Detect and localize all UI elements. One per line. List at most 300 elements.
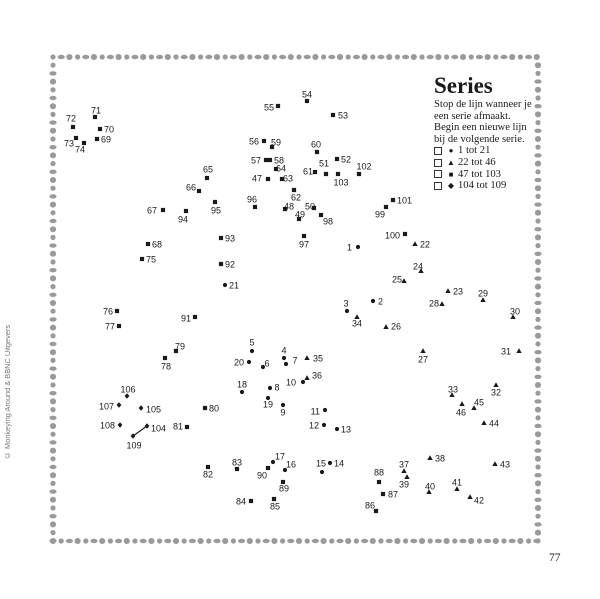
- border-dot: [419, 54, 424, 59]
- puzzle-point-32[interactable]: [491, 382, 501, 397]
- point-number-label: 43: [500, 459, 511, 470]
- puzzle-point-28[interactable]: [429, 298, 445, 308]
- square-marker[interactable]: [313, 170, 317, 174]
- border-dot: [312, 539, 319, 543]
- puzzle-point-5[interactable]: [249, 337, 254, 353]
- border-dot: [535, 489, 540, 494]
- square-marker[interactable]: [268, 158, 272, 162]
- border-dot: [75, 538, 81, 544]
- point-number-label: 23: [453, 286, 464, 297]
- puzzle-point-53[interactable]: [331, 110, 348, 120]
- checkbox-icon[interactable]: [434, 147, 442, 155]
- border-dot: [280, 538, 285, 543]
- diamond-marker[interactable]: [117, 402, 122, 408]
- triangle-marker[interactable]: [383, 324, 388, 329]
- square-marker[interactable]: [161, 208, 165, 212]
- puzzle-point-77[interactable]: [105, 321, 121, 331]
- puzzle-point-24[interactable]: [413, 261, 424, 273]
- puzzle-point-25[interactable]: [392, 274, 407, 284]
- border-dot: [526, 538, 531, 543]
- point-number-label: 96: [246, 194, 258, 205]
- checkbox-icon[interactable]: [434, 159, 442, 167]
- square-marker[interactable]: [74, 136, 78, 140]
- border-dot: [189, 539, 196, 543]
- dot-marker[interactable]: [371, 299, 375, 303]
- puzzle-point-99[interactable]: [375, 205, 388, 219]
- border-dot: [535, 391, 540, 396]
- border-dot: [90, 539, 97, 543]
- border-dot: [304, 55, 311, 59]
- puzzle-point-102[interactable]: [356, 161, 371, 176]
- puzzle-point-82[interactable]: [203, 465, 213, 479]
- border-dot: [477, 538, 482, 543]
- puzzle-point-61[interactable]: [303, 166, 317, 176]
- puzzle-point-62[interactable]: [291, 188, 301, 202]
- square-marker[interactable]: [95, 137, 99, 141]
- triangle-marker[interactable]: [459, 401, 464, 406]
- point-number-label: 89: [278, 483, 290, 494]
- border-dot: [535, 357, 541, 363]
- puzzle-point-70[interactable]: [98, 124, 114, 134]
- point-number-label: 32: [490, 387, 502, 398]
- border-dot: [535, 415, 540, 420]
- point-number-label: 69: [101, 134, 112, 145]
- triangle-marker[interactable]: [481, 420, 486, 425]
- puzzle-point-8[interactable]: [268, 382, 280, 392]
- border-dot: [213, 539, 220, 543]
- puzzle-point-108[interactable]: [100, 420, 122, 430]
- triangle-marker[interactable]: [439, 301, 444, 306]
- border-dot: [534, 325, 541, 329]
- border-dot: [50, 407, 55, 412]
- square-marker[interactable]: [266, 177, 270, 181]
- border-dot: [49, 268, 56, 272]
- dot-marker[interactable]: [284, 362, 288, 366]
- puzzle-point-11[interactable]: [311, 406, 327, 416]
- dot-icon: ●: [448, 146, 454, 156]
- puzzle-point-55[interactable]: [264, 102, 280, 112]
- triangle-marker[interactable]: [467, 494, 472, 499]
- puzzle-point-31[interactable]: [501, 346, 522, 356]
- puzzle-point-54[interactable]: [302, 89, 312, 103]
- puzzle-point-85[interactable]: [270, 497, 280, 511]
- puzzle-point-26[interactable]: [383, 321, 401, 331]
- page-title: Series: [434, 73, 493, 98]
- dot-marker[interactable]: [247, 360, 251, 364]
- puzzle-point-101[interactable]: [391, 195, 412, 205]
- point-number-label: 45: [473, 397, 485, 408]
- border-dot: [49, 120, 56, 124]
- point-number-label: 38: [435, 453, 446, 464]
- triangle-marker[interactable]: [304, 355, 309, 360]
- dot-marker[interactable]: [345, 309, 349, 313]
- diamond-marker[interactable]: [139, 405, 144, 411]
- square-marker[interactable]: [219, 236, 223, 240]
- puzzle-point-68[interactable]: [146, 239, 162, 249]
- square-marker[interactable]: [302, 234, 306, 238]
- puzzle-point-33[interactable]: [448, 384, 458, 397]
- square-marker[interactable]: [336, 172, 340, 176]
- puzzle-point-42[interactable]: [467, 494, 484, 505]
- border-dot: [82, 55, 89, 59]
- point-number-label: 14: [334, 458, 345, 469]
- border-dot: [402, 55, 409, 59]
- square-icon: ■: [448, 169, 454, 179]
- puzzle-point-96[interactable]: [247, 194, 257, 209]
- puzzle-point-63[interactable]: [280, 173, 293, 183]
- puzzle-point-4[interactable]: [281, 345, 286, 360]
- border-dot: [517, 538, 523, 544]
- square-marker[interactable]: [253, 205, 257, 209]
- puzzle-point-81[interactable]: [173, 421, 189, 431]
- point-number-label: 106: [120, 384, 136, 395]
- square-marker[interactable]: [403, 232, 407, 236]
- triangle-marker[interactable]: [516, 348, 521, 353]
- square-marker[interactable]: [305, 99, 309, 103]
- legend-item[interactable]: [434, 145, 534, 157]
- border-dot: [468, 538, 474, 544]
- puzzle-point-50[interactable]: [305, 201, 316, 211]
- puzzle-point-19[interactable]: [263, 396, 273, 409]
- border-dot: [279, 55, 286, 59]
- point-number-label: 21: [229, 280, 240, 291]
- border-dot: [534, 227, 541, 231]
- triangle-marker[interactable]: [401, 278, 406, 283]
- puzzle-point-76[interactable]: [103, 306, 119, 316]
- puzzle-point-41[interactable]: [452, 477, 462, 491]
- square-marker[interactable]: [185, 425, 189, 429]
- puzzle-point-88[interactable]: [374, 467, 384, 484]
- puzzle-point-105[interactable]: [139, 404, 161, 414]
- puzzle-point-37[interactable]: [399, 459, 409, 473]
- puzzle-point-22[interactable]: [412, 239, 430, 249]
- square-marker[interactable]: [115, 309, 119, 313]
- square-marker[interactable]: [357, 172, 361, 176]
- border-dot: [50, 87, 55, 92]
- puzzle-point-87[interactable]: [381, 489, 398, 499]
- triangle-marker[interactable]: [493, 382, 498, 387]
- legend-item[interactable]: [434, 180, 534, 192]
- border-dot: [66, 539, 73, 543]
- border-dot: [50, 382, 55, 387]
- puzzle-point-2[interactable]: [371, 296, 383, 306]
- puzzle-point-57[interactable]: [251, 155, 268, 165]
- puzzle-point-60[interactable]: [311, 139, 321, 154]
- square-marker[interactable]: [184, 209, 188, 213]
- puzzle-point-38[interactable]: [427, 453, 445, 463]
- puzzle-point-84[interactable]: [236, 496, 253, 506]
- triangle-marker[interactable]: [404, 474, 409, 479]
- point-number-label: 62: [290, 192, 302, 203]
- dot-marker[interactable]: [322, 423, 326, 427]
- puzzle-point-79[interactable]: [174, 341, 185, 353]
- square-marker[interactable]: [193, 315, 197, 319]
- point-number-label: 92: [225, 259, 236, 270]
- puzzle-point-18[interactable]: [237, 379, 247, 394]
- square-marker[interactable]: [377, 480, 381, 484]
- puzzle-point-67[interactable]: [147, 205, 165, 215]
- puzzle-point-10[interactable]: [286, 377, 305, 387]
- puzzle-point-65[interactable]: [203, 164, 213, 180]
- puzzle-point-44[interactable]: [481, 418, 499, 428]
- border-dot: [49, 194, 56, 198]
- puzzle-point-92[interactable]: [219, 259, 235, 269]
- dot-marker[interactable]: [323, 408, 327, 412]
- square-marker[interactable]: [117, 324, 121, 328]
- border-dot: [485, 54, 491, 60]
- puzzle-point-86[interactable]: [365, 500, 378, 513]
- diamond-marker[interactable]: [118, 422, 123, 428]
- puzzle-point-104[interactable]: [145, 423, 166, 433]
- puzzle-point-20[interactable]: [234, 357, 251, 367]
- puzzle-point-9[interactable]: [280, 403, 285, 417]
- border-dot: [50, 79, 56, 85]
- puzzle-point-72[interactable]: [66, 113, 76, 129]
- point-number-label: 22: [420, 239, 431, 250]
- square-marker[interactable]: [315, 150, 319, 154]
- puzzle-point-66[interactable]: [186, 182, 201, 193]
- border-dot: [132, 538, 137, 543]
- puzzle-point-103[interactable]: [333, 172, 348, 187]
- triangle-marker[interactable]: [304, 375, 309, 380]
- border-dot: [263, 539, 270, 543]
- puzzle-point-7[interactable]: [284, 355, 298, 366]
- puzzle-point-83[interactable]: [232, 457, 242, 471]
- puzzle-point-23[interactable]: [445, 286, 463, 296]
- border-dot: [534, 79, 541, 83]
- puzzle-point-106[interactable]: [120, 384, 135, 399]
- point-number-label: 102: [356, 161, 372, 172]
- puzzle-point-49[interactable]: [295, 209, 305, 221]
- square-marker[interactable]: [391, 198, 395, 202]
- point-number-label: 3: [343, 298, 349, 309]
- legend-item[interactable]: [434, 169, 534, 181]
- square-marker[interactable]: [264, 158, 268, 162]
- border-dot: [247, 538, 253, 544]
- point-number-label: 63: [282, 173, 294, 184]
- border-dot: [288, 54, 294, 60]
- point-number-label: 29: [477, 288, 489, 299]
- puzzle-point-45[interactable]: [471, 397, 484, 410]
- dot-marker[interactable]: [240, 390, 244, 394]
- border-dot: [231, 538, 236, 543]
- square-marker[interactable]: [335, 157, 339, 161]
- point-number-label: 34: [351, 318, 363, 329]
- puzzle-point-64[interactable]: [274, 163, 286, 173]
- border-dot: [214, 54, 220, 60]
- point-number-label: 37: [398, 459, 410, 470]
- border-dot: [535, 234, 541, 240]
- border-dot: [50, 448, 56, 454]
- puzzle-point-98[interactable]: [319, 213, 333, 226]
- triangle-marker[interactable]: [445, 288, 450, 293]
- border-dot: [534, 498, 541, 502]
- puzzle-point-107[interactable]: [99, 401, 121, 411]
- dot-marker[interactable]: [335, 427, 339, 431]
- puzzle-point-30[interactable]: [510, 306, 520, 319]
- puzzle-point-97[interactable]: [299, 234, 309, 249]
- border-dot: [173, 54, 178, 59]
- puzzle-point-75[interactable]: [140, 254, 156, 264]
- square-marker[interactable]: [381, 492, 385, 496]
- point-number-label: 10: [285, 377, 296, 388]
- puzzle-point-74[interactable]: [75, 141, 86, 154]
- border-dot: [115, 539, 122, 543]
- checkbox-icon[interactable]: [434, 182, 442, 190]
- triangle-icon: ▲: [447, 157, 455, 167]
- puzzle-point-1[interactable]: [347, 242, 360, 252]
- dot-marker[interactable]: [328, 461, 332, 465]
- puzzle-point-93[interactable]: [219, 233, 235, 243]
- diamond-marker[interactable]: [145, 423, 150, 429]
- puzzle-point-36[interactable]: [304, 370, 322, 380]
- puzzle-point-29[interactable]: [478, 288, 488, 302]
- puzzle-point-14[interactable]: [328, 458, 344, 468]
- puzzle-point-78[interactable]: [161, 356, 171, 371]
- border-dot: [535, 480, 541, 486]
- square-marker[interactable]: [205, 176, 209, 180]
- square-marker[interactable]: [262, 139, 266, 143]
- point-number-label: 67: [146, 205, 157, 216]
- border-dot: [535, 366, 540, 371]
- square-marker[interactable]: [197, 189, 201, 193]
- point-number-label: 26: [391, 321, 402, 332]
- point-number-label: 66: [185, 182, 197, 193]
- checkbox-icon[interactable]: [434, 170, 442, 178]
- dot-marker[interactable]: [250, 349, 254, 353]
- puzzle-point-40[interactable]: [425, 481, 435, 494]
- border-dot: [336, 539, 343, 543]
- square-marker[interactable]: [235, 467, 239, 471]
- border-dot: [50, 235, 55, 240]
- border-dot: [49, 342, 56, 346]
- puzzle-point-59[interactable]: [270, 137, 281, 149]
- puzzle-point-17[interactable]: [271, 451, 285, 464]
- square-marker[interactable]: [98, 127, 102, 131]
- square-marker[interactable]: [249, 499, 253, 503]
- square-marker[interactable]: [163, 356, 167, 360]
- puzzle-point-52[interactable]: [335, 154, 351, 164]
- point-number-label: 54: [301, 89, 313, 100]
- triangle-marker[interactable]: [492, 461, 497, 466]
- triangle-marker[interactable]: [420, 348, 425, 353]
- border-dot: [140, 539, 147, 543]
- puzzle-point-56[interactable]: [249, 136, 266, 146]
- border-dot: [50, 161, 55, 166]
- border-dot: [50, 202, 56, 208]
- border-dot: [378, 538, 383, 543]
- border-dot: [534, 202, 541, 206]
- dot-marker[interactable]: [223, 283, 227, 287]
- puzzle-point-12[interactable]: [309, 420, 326, 430]
- border-dot: [535, 87, 541, 93]
- border-dot: [312, 54, 318, 60]
- square-marker[interactable]: [324, 172, 328, 176]
- puzzle-point-94[interactable]: [178, 209, 188, 224]
- border-dot: [50, 136, 55, 141]
- puzzle-point-90[interactable]: [257, 466, 270, 480]
- point-number-label: 48: [283, 201, 295, 212]
- border-dot: [49, 416, 56, 420]
- puzzle-point-69[interactable]: [95, 134, 111, 144]
- square-marker[interactable]: [331, 113, 335, 117]
- border-dot: [535, 62, 541, 68]
- square-marker[interactable]: [219, 262, 223, 266]
- border-dot: [49, 440, 56, 444]
- dot-marker[interactable]: [320, 470, 324, 474]
- square-marker[interactable]: [213, 200, 217, 204]
- puzzle-point-100[interactable]: [385, 230, 407, 240]
- puzzle-point-91[interactable]: [181, 313, 197, 323]
- border-dot: [535, 333, 541, 339]
- point-number-label: 93: [225, 233, 236, 244]
- border-dot: [370, 54, 375, 59]
- border-dot: [534, 252, 541, 256]
- square-marker[interactable]: [140, 257, 144, 261]
- triangle-marker[interactable]: [412, 241, 417, 246]
- triangle-marker[interactable]: [427, 455, 432, 460]
- legend-item[interactable]: [434, 157, 534, 169]
- puzzle-point-43[interactable]: [492, 459, 510, 469]
- square-marker[interactable]: [71, 125, 75, 129]
- border-dot: [427, 55, 434, 59]
- puzzle-point-109[interactable]: [126, 433, 141, 450]
- square-marker[interactable]: [93, 115, 97, 119]
- point-number-label: 24: [412, 261, 424, 272]
- border-dot: [305, 538, 310, 543]
- diamond-marker[interactable]: [131, 433, 136, 439]
- dot-marker[interactable]: [282, 356, 286, 360]
- point-number-label: 15: [315, 458, 327, 469]
- dot-marker[interactable]: [268, 386, 272, 390]
- puzzle-point-47[interactable]: [252, 173, 270, 183]
- point-number-label: 7: [292, 355, 298, 366]
- dot-marker[interactable]: [301, 380, 305, 384]
- point-number-label: 44: [489, 418, 500, 429]
- border-dot: [50, 398, 56, 404]
- puzzle-point-34[interactable]: [352, 314, 362, 328]
- border-dot: [50, 432, 55, 437]
- puzzle-point-6[interactable]: [261, 358, 270, 369]
- puzzle-point-15[interactable]: [316, 458, 326, 474]
- border-dot: [361, 539, 368, 543]
- puzzle-point-46[interactable]: [456, 401, 466, 417]
- border-dot: [50, 456, 55, 461]
- puzzle-point-3[interactable]: [343, 298, 349, 313]
- border-dot: [534, 276, 541, 280]
- border-dot: [394, 538, 400, 544]
- puzzle-point-71[interactable]: [91, 105, 101, 119]
- dot-marker[interactable]: [356, 245, 360, 249]
- puzzle-point-89[interactable]: [279, 480, 289, 493]
- puzzle-point-35[interactable]: [304, 353, 323, 363]
- puzzle-point-51[interactable]: [319, 158, 329, 176]
- square-marker[interactable]: [276, 104, 280, 108]
- point-number-label: 109: [126, 440, 142, 451]
- border-dot: [435, 54, 441, 60]
- puzzle-point-27[interactable]: [418, 348, 428, 364]
- square-marker[interactable]: [203, 406, 207, 410]
- puzzle-point-95[interactable]: [211, 200, 221, 215]
- puzzle-point-21[interactable]: [223, 280, 239, 290]
- puzzle-point-13[interactable]: [335, 424, 351, 434]
- puzzle-point-39[interactable]: [399, 474, 410, 489]
- point-number-label: 9: [280, 407, 286, 418]
- border-dot: [535, 218, 540, 223]
- puzzle-point-80[interactable]: [203, 403, 219, 413]
- puzzle-point-48[interactable]: [283, 201, 294, 211]
- square-marker[interactable]: [146, 242, 150, 246]
